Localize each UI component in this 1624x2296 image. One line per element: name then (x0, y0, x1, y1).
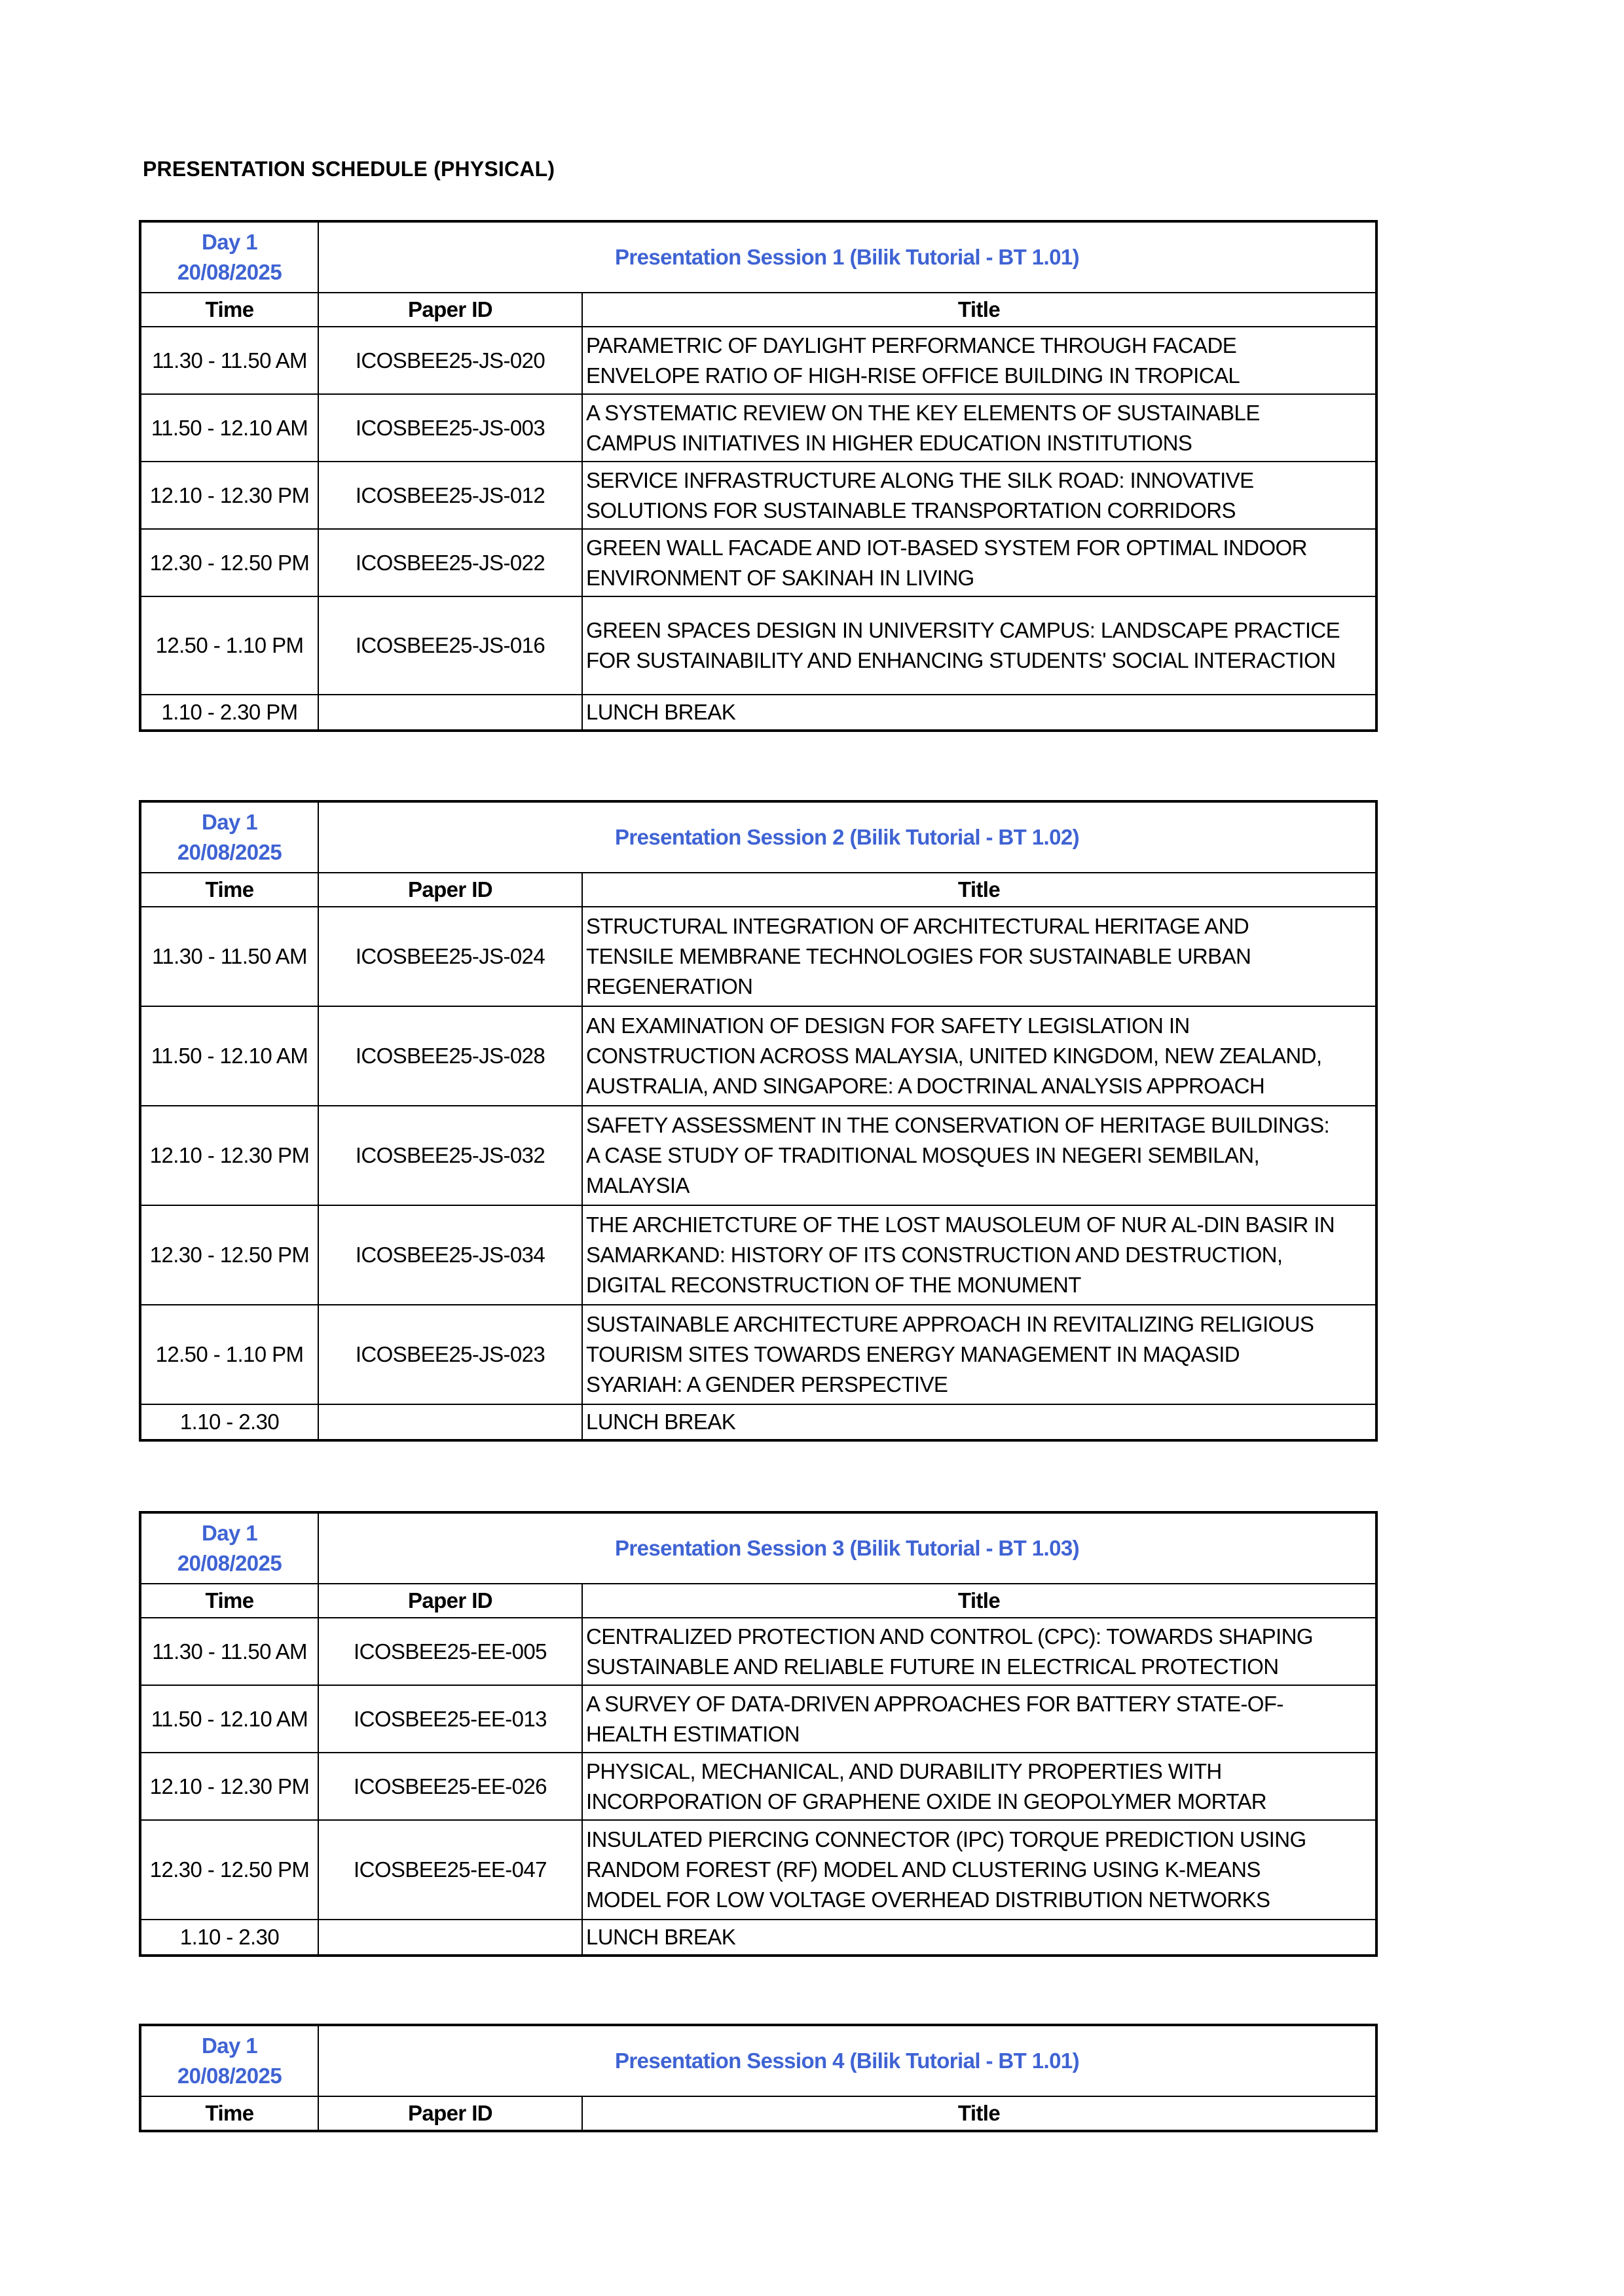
time-cell: 11.30 - 11.50 AM (140, 1618, 318, 1685)
date-label: 20/08/2025 (177, 840, 282, 864)
title-cell: THE ARCHIETCTURE OF THE LOST MAUSOLEUM OF NUR AL-DIN BASIR IN SAMARKAND: HISTORY OF ITS CONSTRUCTION AND DESTRUCTION, DIGITAL RECONSTRUCTION OF THE MONUMENT (582, 1205, 1376, 1305)
table-row (140, 1753, 1376, 1820)
title-cell: SERVICE INFRASTRUCTURE ALONG THE SILK ROAD: INNOVATIVE SOLUTIONS FOR SUSTAINABLE TRANSPORTATION CORRIDORS (582, 462, 1376, 529)
paper-id-cell (318, 1920, 582, 1956)
table-row (140, 1618, 1376, 1685)
title-cell: GREEN SPACES DESIGN IN UNIVERSITY CAMPUS: LANDSCAPE PRACTICE FOR SUSTAINABILITY AND ENHANCING STUDENTS' SOCIAL INTERACTION (582, 596, 1376, 695)
session-header-row (140, 221, 1376, 293)
column-header-time: Time (140, 293, 318, 327)
paper-id-cell: ICOSBEE25-JS-023 (318, 1305, 582, 1404)
title-cell: AN EXAMINATION OF DESIGN FOR SAFETY LEGISLATION IN CONSTRUCTION ACROSS MALAYSIA, UNITED KINGDOM, NEW ZEALAND, AUSTRALIA, AND SINGAPORE: A DOCTRINAL ANALYSIS APPROACH (582, 1006, 1376, 1106)
session-table (139, 1511, 1378, 1957)
time-cell: 12.10 - 12.30 PM (140, 462, 318, 529)
table-row (140, 596, 1376, 695)
time-cell: 12.50 - 1.10 PM (140, 596, 318, 695)
column-header-paper-id: Paper ID (318, 1584, 582, 1618)
page-title: PRESENTATION SCHEDULE (PHYSICAL) (143, 157, 555, 181)
date-label: 20/08/2025 (177, 2064, 282, 2088)
session-header-row (140, 801, 1376, 873)
time-cell: 11.30 - 11.50 AM (140, 907, 318, 1006)
column-header-title: Title (582, 1584, 1376, 1618)
title-cell: A SYSTEMATIC REVIEW ON THE KEY ELEMENTS OF SUSTAINABLE CAMPUS INITIATIVES IN HIGHER EDUCATION INSTITUTIONS (582, 394, 1376, 462)
paper-id-cell: ICOSBEE25-JS-034 (318, 1205, 582, 1305)
time-cell: 12.10 - 12.30 PM (140, 1753, 318, 1820)
paper-id-cell: ICOSBEE25-JS-016 (318, 596, 582, 695)
column-header-paper-id: Paper ID (318, 293, 582, 327)
title-cell: CENTRALIZED PROTECTION AND CONTROL (CPC): TOWARDS SHAPING SUSTAINABLE AND RELIABLE FUTURE IN ELECTRICAL PROTECTION (582, 1618, 1376, 1685)
time-cell: 1.10 - 2.30 PM (140, 695, 318, 731)
table-row (140, 1305, 1376, 1404)
table-row (140, 1205, 1376, 1305)
title-cell: LUNCH BREAK (582, 1920, 1376, 1956)
column-header-paper-id: Paper ID (318, 2096, 582, 2131)
time-cell: 1.10 - 2.30 (140, 1404, 318, 1440)
paper-id-cell: ICOSBEE25-JS-012 (318, 462, 582, 529)
column-header-row (140, 1584, 1376, 1618)
session-name: Presentation Session 1 (Bilik Tutorial - BT 1.01) (318, 221, 1376, 293)
title-cell: INSULATED PIERCING CONNECTOR (IPC) TORQUE PREDICTION USING RANDOM FOREST (RF) MODEL AND CLUSTERING USING K-MEANS MODEL FOR LOW VOLTAGE OVERHEAD DISTRIBUTION NETWORKS (582, 1820, 1376, 1920)
table-row (140, 1685, 1376, 1753)
time-cell: 11.30 - 11.50 AM (140, 327, 318, 394)
title-cell: PHYSICAL, MECHANICAL, AND DURABILITY PROPERTIES WITH INCORPORATION OF GRAPHENE OXIDE IN GEOPOLYMER MORTAR (582, 1753, 1376, 1820)
day-date-cell (140, 221, 318, 293)
table-row (140, 907, 1376, 1006)
lunch-break-row (140, 1920, 1376, 1956)
paper-id-cell: ICOSBEE25-EE-013 (318, 1685, 582, 1753)
paper-id-cell: ICOSBEE25-EE-047 (318, 1820, 582, 1920)
title-cell: STRUCTURAL INTEGRATION OF ARCHITECTURAL HERITAGE AND TENSILE MEMBRANE TECHNOLOGIES FOR SUSTAINABLE URBAN REGENERATION (582, 907, 1376, 1006)
date-label: 20/08/2025 (177, 260, 282, 284)
session-table (139, 2024, 1378, 2132)
column-header-time: Time (140, 2096, 318, 2131)
title-cell: PARAMETRIC OF DAYLIGHT PERFORMANCE THROUGH FACADE ENVELOPE RATIO OF HIGH-RISE OFFICE BUILDING IN TROPICAL (582, 327, 1376, 394)
day-label: Day 1 (201, 230, 258, 254)
time-cell: 12.30 - 12.50 PM (140, 1205, 318, 1305)
lunch-break-row (140, 1404, 1376, 1440)
day-date-cell (140, 1512, 318, 1584)
session-table (139, 220, 1378, 732)
title-cell: LUNCH BREAK (582, 1404, 1376, 1440)
table-row (140, 1106, 1376, 1205)
day-label: Day 1 (201, 810, 258, 834)
paper-id-cell: ICOSBEE25-JS-022 (318, 529, 582, 596)
day-date-cell (140, 801, 318, 873)
session-name: Presentation Session 2 (Bilik Tutorial - BT 1.02) (318, 801, 1376, 873)
table-row (140, 394, 1376, 462)
session-header-row (140, 2025, 1376, 2096)
title-cell: SUSTAINABLE ARCHITECTURE APPROACH IN REVITALIZING RELIGIOUS TOURISM SITES TOWARDS ENERGY MANAGEMENT IN MAQASID SYARIAH: A GENDER PERSPECTIVE (582, 1305, 1376, 1404)
table-row (140, 1006, 1376, 1106)
time-cell: 1.10 - 2.30 (140, 1920, 318, 1956)
column-header-time: Time (140, 1584, 318, 1618)
paper-id-cell: ICOSBEE25-EE-005 (318, 1618, 582, 1685)
time-cell: 12.50 - 1.10 PM (140, 1305, 318, 1404)
time-cell: 11.50 - 12.10 AM (140, 394, 318, 462)
table-row (140, 1820, 1376, 1920)
time-cell: 12.30 - 12.50 PM (140, 529, 318, 596)
paper-id-cell (318, 1404, 582, 1440)
date-label: 20/08/2025 (177, 1551, 282, 1575)
time-cell: 11.50 - 12.10 AM (140, 1685, 318, 1753)
column-header-time: Time (140, 873, 318, 907)
paper-id-cell: ICOSBEE25-JS-028 (318, 1006, 582, 1106)
title-cell: A SURVEY OF DATA-DRIVEN APPROACHES FOR BATTERY STATE-OF- HEALTH ESTIMATION (582, 1685, 1376, 1753)
table-row (140, 327, 1376, 394)
title-cell: SAFETY ASSESSMENT IN THE CONSERVATION OF HERITAGE BUILDINGS: A CASE STUDY OF TRADITIONAL MOSQUES IN NEGERI SEMBILAN, MALAYSIA (582, 1106, 1376, 1205)
column-header-paper-id: Paper ID (318, 873, 582, 907)
column-header-row (140, 293, 1376, 327)
time-cell: 12.30 - 12.50 PM (140, 1820, 318, 1920)
session-name: Presentation Session 4 (Bilik Tutorial - BT 1.01) (318, 2025, 1376, 2096)
column-header-title: Title (582, 293, 1376, 327)
title-cell: LUNCH BREAK (582, 695, 1376, 731)
time-cell: 11.50 - 12.10 AM (140, 1006, 318, 1106)
table-row (140, 529, 1376, 596)
table-row (140, 462, 1376, 529)
day-date-cell (140, 2025, 318, 2096)
paper-id-cell: ICOSBEE25-JS-003 (318, 394, 582, 462)
paper-id-cell (318, 695, 582, 731)
paper-id-cell: ICOSBEE25-JS-020 (318, 327, 582, 394)
title-cell: GREEN WALL FACADE AND IOT-BASED SYSTEM FOR OPTIMAL INDOOR ENVIRONMENT OF SAKINAH IN LIVING (582, 529, 1376, 596)
session-header-row (140, 1512, 1376, 1584)
column-header-row (140, 2096, 1376, 2131)
column-header-title: Title (582, 2096, 1376, 2131)
lunch-break-row (140, 695, 1376, 731)
session-name: Presentation Session 3 (Bilik Tutorial - BT 1.03) (318, 1512, 1376, 1584)
day-label: Day 1 (201, 1521, 258, 1545)
column-header-title: Title (582, 873, 1376, 907)
time-cell: 12.10 - 12.30 PM (140, 1106, 318, 1205)
paper-id-cell: ICOSBEE25-JS-024 (318, 907, 582, 1006)
session-table (139, 800, 1378, 1442)
paper-id-cell: ICOSBEE25-JS-032 (318, 1106, 582, 1205)
paper-id-cell: ICOSBEE25-EE-026 (318, 1753, 582, 1820)
day-label: Day 1 (201, 2033, 258, 2058)
column-header-row (140, 873, 1376, 907)
